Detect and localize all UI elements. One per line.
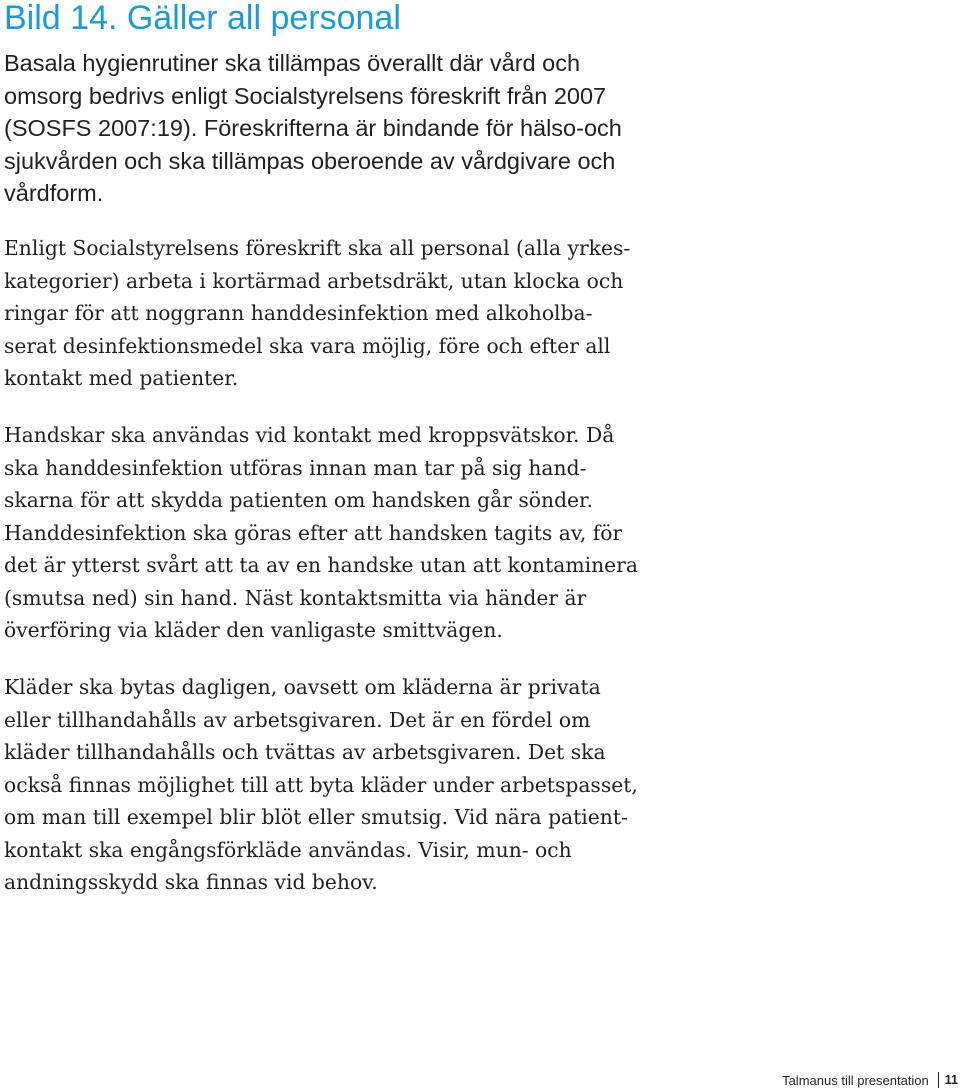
intro-line: sjukvården och ska tillämpas oberoende av vårdgivare och [4, 147, 616, 174]
intro-line: Basala hygienrutiner ska tillämpas överallt där vård och [4, 50, 581, 76]
intro-line: vårdform. [4, 180, 104, 206]
page-title: Bild 14. Gäller all personal [4, 0, 401, 37]
footer-label: Talmanus till presentation [782, 1072, 929, 1088]
paragraph-line: kontakt ska engångsförkläde användas. Visir, mun- och [4, 837, 572, 862]
paragraph-line: Kläder ska bytas dagligen, oavsett om kläderna är privata [4, 675, 601, 699]
body-paragraph-clothes-change [4, 671, 724, 899]
paragraph-line: eller tillhandahålls av arbetsgivaren. Det är en fördel om [4, 707, 591, 732]
page-footer [782, 1070, 960, 1090]
paragraph-line: andningsskydd ska finnas vid behov. [4, 870, 378, 894]
paragraph-line: kontakt med patienter. [4, 366, 239, 390]
paragraph-line: om man till exempel blir blöt eller smutsig. Vid nära patient- [4, 805, 628, 829]
paragraph-line: kläder tillhandahålls och tvättas av arbetsgivaren. Det ska [4, 740, 606, 764]
paragraph-line: ska handdesinfektion utföras innan man tar på sig hand- [4, 455, 587, 480]
paragraph-line: Enligt Socialstyrelsens föreskrift ska all personal (alla yrkes- [4, 236, 631, 260]
page-number: 11 [944, 1073, 958, 1087]
paragraph-line: överföring via kläder den vanligaste smittvägen. [4, 618, 503, 642]
body-paragraph-gloves [4, 419, 724, 647]
intro-line: omsorg bedrivs enligt Socialstyrelsens föreskrift från 2007 [4, 82, 607, 109]
paragraph-line: det är ytterst svårt att ta av en handske utan att kontaminera [4, 553, 638, 577]
paragraph-line: serat desinfektionsmedel ska vara möjlig, före och efter all [4, 333, 611, 358]
paragraph-line: skarna för att skydda patienten om handsken går sönder. [4, 488, 593, 512]
paragraph-line: (smutsa ned) sin hand. Näst kontaktsmitta via händer är [4, 585, 587, 610]
paragraph-line: ringar för att noggrann handdesinfektion med alkoholba- [4, 301, 593, 325]
paragraph-line: Handskar ska användas vid kontakt med kroppsvätskor. Då [4, 423, 615, 447]
paragraph-line: Handdesinfektion ska göras efter att handsken tagits av, för [4, 520, 623, 545]
paragraph-line: kategorier) arbeta i kortärmad arbetsdräkt, utan klocka och [4, 268, 624, 293]
intro-line: (SOSFS 2007:19). Föreskrifterna är bindande för hälso-och [4, 115, 622, 141]
intro-paragraph [4, 47, 724, 210]
paragraph-line: också finnas möjlighet till att byta kläder under arbetspasset, [4, 772, 638, 797]
body-paragraph-clothing-rules [4, 232, 724, 395]
